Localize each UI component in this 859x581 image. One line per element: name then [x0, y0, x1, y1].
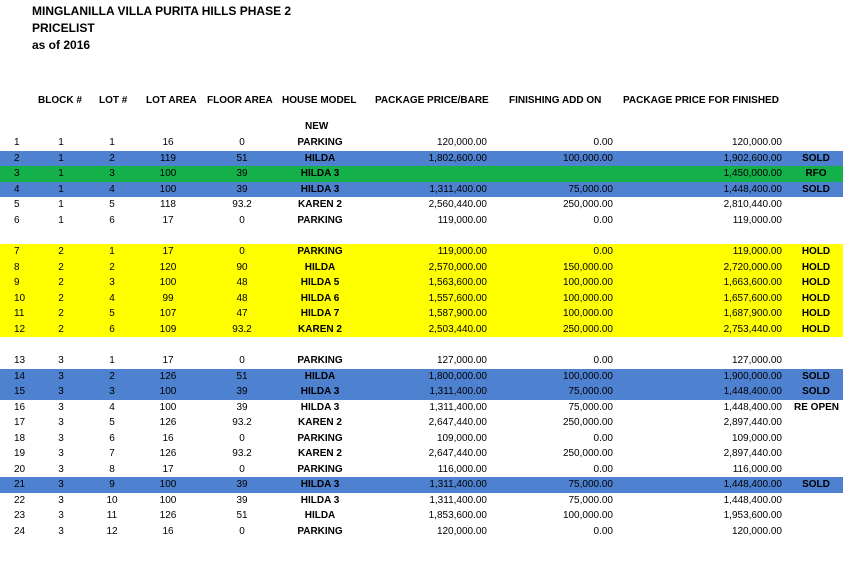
finishing-cell: 250,000.00: [562, 417, 613, 428]
package-bare-cell: 2,503,440.00: [428, 323, 487, 335]
block-cell: 1: [58, 199, 64, 210]
status-badge: RE OPEN: [794, 401, 840, 413]
table-row: [0, 213, 843, 229]
column-header-house-model: HOUSE MODEL: [282, 95, 357, 106]
finishing-cell: 0.00: [593, 525, 613, 537]
package-bare-cell: 127,000.00: [436, 355, 487, 366]
package-finished-cell: 116,000.00: [732, 463, 782, 475]
finishing-cell: 100,000.00: [562, 292, 613, 304]
package-finished-cell: 2,720,000.00: [723, 261, 782, 273]
table-row: [0, 446, 843, 462]
block-cell: 1: [58, 168, 64, 179]
document-date: as of 2016: [32, 38, 91, 52]
table-row: [0, 322, 843, 338]
package-bare-cell: 1,587,900.00: [428, 308, 487, 319]
floor-area-cell: 0: [239, 463, 245, 475]
house-model-cell: HILDA 3: [300, 401, 340, 413]
lot-area-cell: 100: [159, 386, 177, 397]
house-model-cell: PARKING: [297, 432, 343, 444]
package-bare-cell: 1,563,600.00: [428, 277, 487, 288]
house-model-cell: PARKING: [297, 246, 343, 257]
finishing-cell: 75,000.00: [568, 183, 613, 195]
table-row: [0, 275, 843, 291]
block-cell: 3: [58, 494, 64, 506]
table-row: [0, 353, 843, 369]
house-model-cell: PARKING: [297, 525, 343, 537]
finishing-cell: 100,000.00: [562, 370, 613, 382]
package-bare-cell: 1,311,400.00: [429, 183, 487, 195]
table-row: [0, 369, 843, 385]
table-row: [0, 151, 843, 167]
package-bare-cell: 2,570,000.00: [428, 261, 487, 273]
lot-area-cell: 16: [162, 432, 174, 444]
floor-area-cell: 0: [239, 355, 245, 366]
package-finished-cell: 1,448,400.00: [723, 401, 782, 413]
floor-area-cell: 47: [236, 308, 248, 319]
lot-area-cell: 126: [159, 370, 177, 382]
row-number: 19: [14, 448, 26, 459]
status-badge: SOLD: [802, 370, 830, 382]
package-finished-cell: 1,687,900.00: [723, 308, 782, 319]
lot-area-cell: 119: [160, 152, 176, 164]
row-number: 8: [14, 261, 20, 273]
floor-area-cell: 0: [239, 137, 245, 148]
finishing-cell: 0.00: [593, 246, 613, 257]
status-badge: HOLD: [801, 292, 831, 304]
floor-area-cell: 39: [236, 386, 248, 397]
finishing-cell: 250,000.00: [562, 323, 613, 335]
package-finished-cell: 2,897,440.00: [723, 448, 782, 459]
floor-area-cell: 51: [236, 152, 248, 164]
lot-cell: 5: [109, 308, 115, 319]
house-model-cell: HILDA 5: [300, 277, 340, 288]
status-badge: SOLD: [802, 152, 830, 164]
lot-area-cell: 126: [159, 417, 177, 428]
lot-area-cell: 118: [160, 199, 176, 210]
table-row: [0, 462, 843, 478]
lot-cell: 4: [109, 292, 115, 304]
column-header-floor-area: FLOOR AREA: [207, 95, 273, 106]
finishing-cell: 250,000.00: [562, 448, 613, 459]
row-number: 21: [14, 479, 26, 490]
status-badge: SOLD: [802, 479, 830, 490]
lot-cell: 11: [106, 510, 118, 521]
lot-cell: 3: [109, 277, 115, 288]
block-cell: 3: [58, 479, 64, 490]
floor-area-cell: 0: [239, 432, 245, 444]
block-cell: 3: [58, 448, 64, 459]
new-label: NEW: [305, 121, 329, 132]
block-cell: 3: [58, 401, 64, 413]
package-bare-cell: 2,647,440.00: [428, 417, 487, 428]
house-model-cell: KAREN 2: [298, 199, 342, 210]
table-row: [0, 197, 843, 213]
house-model-cell: HILDA: [304, 370, 336, 382]
package-finished-cell: 1,450,000.00: [723, 168, 782, 179]
block-cell: 3: [58, 370, 64, 382]
package-bare-cell: 109,000.00: [436, 432, 487, 444]
package-bare-cell: 120,000.00: [436, 137, 487, 148]
floor-area-cell: 0: [239, 246, 245, 257]
row-number: 10: [14, 292, 26, 304]
floor-area-cell: 0: [239, 214, 245, 226]
house-model-cell: KAREN 2: [298, 323, 342, 335]
finishing-cell: 100,000.00: [562, 510, 613, 521]
lot-area-cell: 109: [159, 323, 177, 335]
row-number: 14: [14, 370, 26, 382]
column-header-lot: LOT #: [99, 95, 128, 106]
row-number: 24: [14, 525, 26, 537]
row-number: 15: [14, 386, 26, 397]
package-finished-cell: 1,448,400.00: [723, 479, 782, 490]
package-bare-cell: 1,802,600.00: [428, 152, 487, 164]
table-row: [0, 400, 843, 416]
package-bare-cell: 1,311,400.00: [429, 494, 487, 506]
lot-cell: 12: [106, 525, 118, 537]
floor-area-cell: 90: [236, 261, 248, 273]
block-cell: 3: [58, 355, 64, 366]
package-bare-cell: 1,311,400.00: [429, 386, 487, 397]
table-row: [0, 493, 843, 509]
house-model-cell: PARKING: [297, 355, 343, 366]
lot-cell: 6: [109, 432, 115, 444]
finishing-cell: 0.00: [593, 432, 613, 444]
block-cell: 3: [58, 432, 64, 444]
house-model-cell: PARKING: [297, 137, 343, 148]
table-row: [0, 244, 843, 260]
row-number: 4: [14, 183, 20, 195]
lot-area-cell: 126: [159, 510, 177, 521]
package-bare-cell: 1,800,000.00: [428, 370, 487, 382]
lot-area-cell: 100: [159, 479, 177, 490]
table-row: [0, 291, 843, 307]
finishing-cell: 250,000.00: [562, 199, 613, 210]
table-row: [0, 135, 843, 151]
lot-cell: 4: [109, 183, 115, 195]
column-header-lot-area: LOT AREA: [146, 95, 197, 106]
lot-area-cell: 99: [162, 292, 174, 304]
package-finished-cell: 109,000.00: [731, 432, 782, 444]
row-number: 5: [14, 199, 20, 210]
lot-area-cell: 100: [159, 494, 177, 506]
table-row: [0, 477, 843, 493]
finishing-cell: 75,000.00: [568, 494, 613, 506]
status-badge: HOLD: [801, 277, 831, 288]
package-finished-cell: 1,902,600.00: [723, 152, 782, 164]
package-finished-cell: 2,897,440.00: [723, 417, 782, 428]
package-bare-cell: 1,557,600.00: [428, 292, 487, 304]
row-number: 17: [14, 417, 26, 428]
floor-area-cell: 39: [236, 183, 248, 195]
package-bare-cell: 1,853,600.00: [428, 510, 487, 521]
status-badge: HOLD: [801, 323, 831, 335]
table-row: [0, 415, 843, 431]
lot-area-cell: 17: [162, 214, 174, 226]
floor-area-cell: 39: [236, 401, 248, 413]
lot-cell: 4: [109, 401, 115, 413]
lot-area-cell: 126: [159, 448, 177, 459]
package-bare-cell: 120,000.00: [436, 525, 487, 537]
block-cell: 3: [58, 510, 64, 521]
row-number: 13: [14, 355, 26, 366]
floor-area-cell: 48: [236, 292, 248, 304]
package-finished-cell: 1,953,600.00: [723, 510, 782, 521]
finishing-cell: 100,000.00: [562, 152, 613, 164]
house-model-cell: PARKING: [297, 214, 343, 226]
package-finished-cell: 1,663,600.00: [723, 277, 782, 288]
package-finished-cell: 1,448,400.00: [723, 386, 782, 397]
package-bare-cell: 119,000.00: [437, 214, 487, 226]
block-cell: 1: [58, 214, 64, 226]
status-badge: HOLD: [801, 261, 831, 273]
row-number: 1: [14, 137, 20, 148]
house-model-cell: KAREN 2: [298, 448, 342, 459]
block-cell: 3: [58, 386, 64, 397]
row-number: 23: [14, 510, 26, 521]
block-cell: 2: [58, 323, 64, 335]
row-number: 9: [14, 277, 20, 288]
table-row: [0, 508, 843, 524]
package-finished-cell: 120,000.00: [731, 525, 782, 537]
package-finished-cell: 1,657,600.00: [723, 292, 782, 304]
table-row: [0, 524, 843, 540]
row-number: 2: [14, 152, 20, 164]
floor-area-cell: 93.2: [232, 417, 252, 428]
finishing-cell: 0.00: [593, 463, 613, 475]
column-header-block: BLOCK #: [38, 95, 82, 106]
table-row: [0, 182, 843, 198]
lot-area-cell: 107: [159, 308, 177, 319]
lot-cell: 9: [109, 479, 115, 490]
lot-area-cell: 17: [162, 246, 174, 257]
package-bare-cell: 1,311,400.00: [429, 401, 487, 413]
lot-cell: 6: [109, 214, 115, 226]
house-model-cell: PARKING: [297, 463, 343, 475]
floor-area-cell: 39: [236, 479, 248, 490]
row-number: 20: [14, 463, 26, 475]
lot-cell: 7: [109, 448, 115, 459]
finishing-cell: 100,000.00: [562, 308, 613, 319]
lot-cell: 1: [109, 246, 115, 257]
house-model-cell: HILDA 3: [300, 494, 340, 506]
lot-cell: 1: [109, 355, 115, 366]
house-model-cell: HILDA 3: [300, 479, 340, 490]
document-title: MINGLANILLA VILLA PURITA HILLS PHASE 2: [32, 4, 292, 18]
finishing-cell: 0.00: [593, 355, 613, 366]
finishing-cell: 75,000.00: [568, 401, 613, 413]
status-badge: RFO: [805, 168, 827, 179]
lot-area-cell: 16: [162, 137, 174, 148]
block-cell: 2: [58, 308, 64, 319]
lot-cell: 1: [109, 137, 115, 148]
row-number: 7: [14, 246, 20, 257]
floor-area-cell: 51: [236, 370, 248, 382]
block-cell: 1: [58, 183, 64, 195]
row-number: 16: [14, 401, 26, 413]
house-model-cell: HILDA 6: [300, 292, 340, 304]
floor-area-cell: 48: [236, 277, 248, 288]
document-subtitle: PRICELIST: [32, 21, 95, 35]
lot-cell: 10: [106, 494, 118, 506]
finishing-cell: 0.00: [593, 214, 613, 226]
lot-cell: 2: [109, 152, 115, 164]
status-badge: HOLD: [801, 246, 831, 257]
floor-area-cell: 93.2: [232, 199, 252, 210]
house-model-cell: HILDA 7: [300, 308, 340, 319]
package-finished-cell: 1,900,000.00: [723, 370, 782, 382]
house-model-cell: HILDA 3: [300, 386, 340, 397]
column-header-package-bare: PACKAGE PRICE/BARE: [375, 95, 489, 106]
finishing-cell: 150,000.00: [562, 261, 613, 273]
column-header-finishing: FINISHING ADD ON: [509, 95, 602, 106]
finishing-cell: 0.00: [593, 137, 613, 148]
package-finished-cell: 2,810,440.00: [723, 199, 782, 210]
lot-cell: 5: [109, 199, 115, 210]
lot-cell: 3: [109, 386, 115, 397]
package-finished-cell: 120,000.00: [731, 137, 782, 148]
house-model-cell: HILDA 3: [300, 168, 340, 179]
lot-area-cell: 100: [159, 401, 177, 413]
block-cell: 2: [58, 277, 64, 288]
finishing-cell: 100,000.00: [562, 277, 613, 288]
package-bare-cell: 116,000.00: [437, 463, 487, 475]
package-finished-cell: 127,000.00: [731, 355, 782, 366]
row-number: 11: [14, 308, 25, 319]
status-badge: SOLD: [802, 183, 830, 195]
house-model-cell: HILDA: [304, 261, 336, 273]
block-cell: 1: [58, 152, 64, 164]
lot-area-cell: 100: [159, 277, 177, 288]
floor-area-cell: 93.2: [232, 323, 252, 335]
lot-cell: 8: [109, 463, 115, 475]
block-cell: 2: [58, 292, 64, 304]
lot-cell: 5: [109, 417, 115, 428]
floor-area-cell: 93.2: [232, 448, 252, 459]
block-cell: 1: [58, 137, 64, 148]
row-number: 3: [14, 168, 20, 179]
block-cell: 2: [58, 261, 64, 273]
row-number: 6: [14, 214, 20, 226]
block-cell: 3: [58, 417, 64, 428]
finishing-cell: 75,000.00: [568, 386, 613, 397]
lot-area-cell: 17: [162, 463, 174, 475]
house-model-cell: HILDA: [304, 510, 336, 521]
house-model-cell: HILDA 3: [300, 183, 340, 195]
package-finished-cell: 1,448,400.00: [723, 183, 782, 195]
house-model-cell: KAREN 2: [298, 417, 342, 428]
lot-area-cell: 100: [159, 168, 177, 179]
block-cell: 3: [58, 525, 64, 537]
table-row: [0, 384, 843, 400]
table-row: [0, 260, 843, 276]
lot-area-cell: 100: [159, 183, 177, 195]
row-number: 22: [14, 494, 26, 506]
row-number: 12: [14, 323, 26, 335]
table-row: [0, 306, 843, 322]
block-cell: 3: [58, 463, 64, 475]
lot-cell: 6: [109, 323, 115, 335]
floor-area-cell: 51: [236, 510, 248, 521]
package-bare-cell: 119,000.00: [437, 246, 487, 257]
table-row: [0, 431, 843, 447]
package-finished-cell: 2,753,440.00: [723, 323, 782, 335]
package-finished-cell: 1,448,400.00: [723, 494, 782, 506]
package-bare-cell: 1,311,400.00: [429, 479, 487, 490]
column-header-package-finished: PACKAGE PRICE FOR FINISHED: [623, 95, 779, 106]
row-number: 18: [14, 432, 26, 444]
lot-area-cell: 120: [159, 261, 177, 273]
floor-area-cell: 0: [239, 525, 245, 537]
finishing-cell: 75,000.00: [568, 479, 613, 490]
package-finished-cell: 119,000.00: [732, 246, 782, 257]
lot-area-cell: 16: [162, 525, 174, 537]
floor-area-cell: 39: [236, 494, 248, 506]
lot-cell: 2: [109, 370, 115, 382]
block-cell: 2: [58, 246, 64, 257]
package-bare-cell: 2,647,440.00: [428, 448, 487, 459]
status-badge: SOLD: [802, 386, 830, 397]
package-finished-cell: 119,000.00: [732, 214, 782, 226]
status-badge: HOLD: [801, 308, 831, 319]
table-row: [0, 166, 843, 182]
floor-area-cell: 39: [236, 168, 248, 179]
package-bare-cell: 2,560,440.00: [428, 199, 487, 210]
lot-cell: 2: [109, 261, 115, 273]
lot-cell: 3: [109, 168, 115, 179]
house-model-cell: HILDA: [304, 152, 336, 164]
lot-area-cell: 17: [162, 355, 174, 366]
